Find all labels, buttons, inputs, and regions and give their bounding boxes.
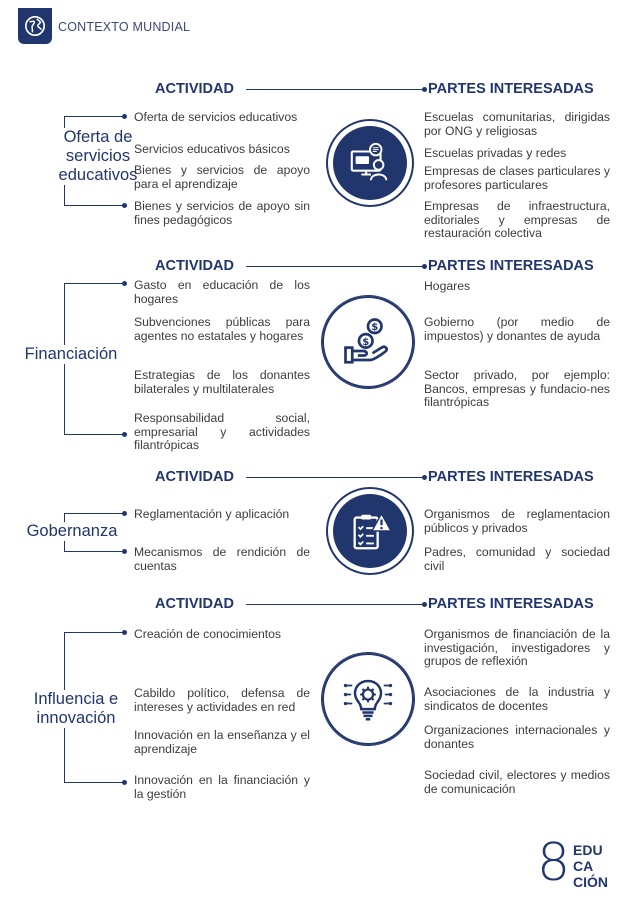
category-label: Influencia e innovación bbox=[22, 690, 130, 728]
party-item: Empresas de infraestructura, editoriales y empresas de restauración colectiva bbox=[424, 199, 610, 240]
logo-line: CIÓN bbox=[573, 874, 608, 890]
bracket-bottom bbox=[64, 205, 124, 206]
bracket-dot bbox=[122, 114, 127, 119]
checklist-warning-icon bbox=[347, 508, 393, 554]
party-item: Organismos de reglamentacion públicos y privados bbox=[424, 507, 610, 535]
party-item: Empresas de clases particulares y profesores particulares bbox=[424, 164, 610, 192]
party-item: Padres, comunidad y sociedad civil bbox=[424, 545, 610, 573]
party-item: Organismos de financiación de la investigación, investigadores y grupos de reflexión bbox=[424, 627, 610, 668]
connector-dot bbox=[422, 602, 427, 607]
category-label: Gobernanza bbox=[18, 522, 126, 541]
party-item: Gobierno (por medio de impuestos) y donantes de ayuda bbox=[424, 315, 610, 343]
heading-connector bbox=[246, 477, 424, 478]
party-item: Sociedad civil, electores y medios de comunicación bbox=[424, 768, 610, 796]
activity-item: Innovación en la enseñanza y el aprendizaje bbox=[134, 728, 310, 756]
activity-item: Responsabilidad social, empresarial y actividades filantrópicas bbox=[134, 411, 310, 452]
header-badge bbox=[18, 8, 52, 44]
activity-item: Cabildo político, defensa de intereses y actividades en red bbox=[134, 686, 310, 714]
activity-item: Subvenciones públicas para agentes no estatales y hogares bbox=[134, 315, 310, 343]
bracket-dot bbox=[122, 432, 127, 437]
activity-item: Reglamentación y aplicación bbox=[134, 507, 290, 521]
heading-connector bbox=[246, 89, 424, 90]
activity-item: Bienes y servicios de apoyo sin fines pedagógicos bbox=[134, 199, 310, 227]
bracket-bottom bbox=[64, 434, 124, 435]
activity-item: Bienes y servicios de apoyo para el aprendizaje bbox=[134, 163, 310, 191]
bracket-top bbox=[64, 513, 124, 514]
bracket-top bbox=[64, 283, 124, 284]
logo-number: 8 bbox=[537, 833, 571, 893]
online-teaching-icon bbox=[347, 140, 393, 186]
connector-dot bbox=[422, 87, 427, 92]
parties-heading: PARTES INTERESADAS bbox=[428, 469, 594, 485]
activity-item: Oferta de servicios educativos bbox=[134, 110, 298, 124]
bracket-dot bbox=[122, 549, 127, 554]
connector-dot bbox=[422, 264, 427, 269]
bracket-top bbox=[64, 632, 124, 633]
bracket-top bbox=[64, 116, 124, 117]
parties-heading: PARTES INTERESADAS bbox=[428, 258, 594, 274]
icon-circle bbox=[326, 487, 414, 575]
bracket-dot bbox=[122, 511, 127, 516]
bracket-dot bbox=[122, 281, 127, 286]
activity-heading: ACTIVIDAD bbox=[155, 469, 234, 485]
icon-circle bbox=[326, 119, 414, 207]
logo-line: CA bbox=[573, 858, 594, 874]
activity-item: Creación de conocimientos bbox=[134, 627, 282, 641]
bracket-bottom bbox=[64, 782, 124, 783]
globe-icon bbox=[24, 15, 46, 37]
party-item: Asociaciones de la industria y sindicatos de docentes bbox=[424, 685, 610, 713]
activity-item: Estrategias de los donantes bilaterales y multilaterales bbox=[134, 368, 310, 396]
category-label: Financiación bbox=[19, 345, 123, 364]
bracket-dot bbox=[122, 630, 127, 635]
icon-circle bbox=[322, 296, 414, 388]
logo bbox=[537, 833, 617, 893]
activity-item: Gasto en educación de los hogares bbox=[134, 278, 310, 306]
category-label: Oferta de servicios educativos bbox=[36, 128, 160, 185]
heading-connector bbox=[246, 266, 424, 267]
logo-line: EDU bbox=[573, 842, 603, 858]
party-item: Sector privado, por ejemplo: Bancos, empresas y fundacio-nes filantrópicas bbox=[424, 368, 610, 409]
parties-heading: PARTES INTERESADAS bbox=[428, 81, 594, 97]
activity-item: Innovación en la financiación y la gestión bbox=[134, 773, 310, 801]
svg-text:$: $ bbox=[371, 322, 379, 334]
lightbulb-gear-icon bbox=[341, 672, 395, 726]
bracket-bottom bbox=[64, 551, 124, 552]
activity-item: Mecanismos de rendición de cuentas bbox=[134, 545, 310, 573]
party-item: Escuelas privadas y redes bbox=[424, 146, 567, 160]
hand-coins-icon bbox=[341, 315, 395, 369]
party-item: Organizaciones internacionales y donantes bbox=[424, 723, 610, 751]
activity-item: Servicios educativos básicos bbox=[134, 142, 290, 156]
page-section-title: CONTEXTO MUNDIAL bbox=[58, 20, 191, 34]
activity-heading: ACTIVIDAD bbox=[155, 81, 234, 97]
party-item: Escuelas comunitarias, dirigidas por ONG y religiosas bbox=[424, 110, 610, 138]
icon-circle bbox=[322, 653, 414, 745]
svg-text:$: $ bbox=[362, 336, 370, 348]
party-item: Hogares bbox=[424, 279, 471, 293]
heading-connector bbox=[246, 604, 424, 605]
parties-heading: PARTES INTERESADAS bbox=[428, 596, 594, 612]
activity-heading: ACTIVIDAD bbox=[155, 258, 234, 274]
activity-heading: ACTIVIDAD bbox=[155, 596, 234, 612]
connector-dot bbox=[422, 475, 427, 480]
bracket-dot bbox=[122, 780, 127, 785]
bracket-dot bbox=[122, 203, 127, 208]
